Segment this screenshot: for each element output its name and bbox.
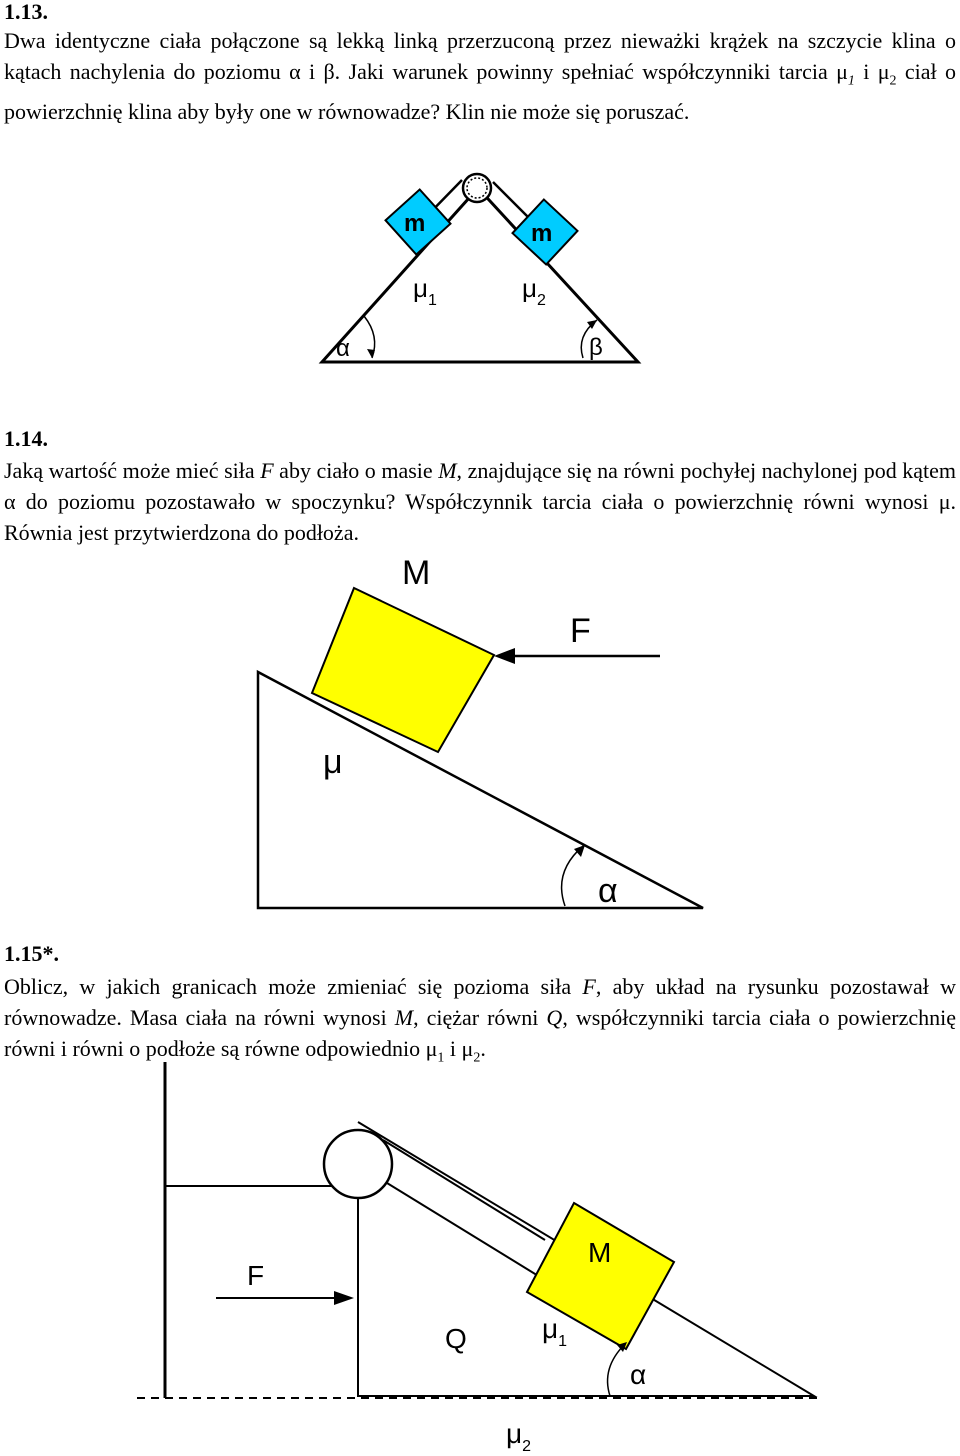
mu1-label: $\mu_1$ [542, 1313, 568, 1350]
pulley [324, 1130, 392, 1198]
rope-incline-bottom [374, 1175, 540, 1277]
mu1-label: $\mu_1$ [413, 273, 437, 309]
wedge-Q-label: Q [445, 1323, 467, 1354]
force-F-label: F [570, 612, 591, 650]
problem-number-1-14: 1.14. [4, 426, 48, 451]
problem-text-1-14: Jaką wartość może mieć siła F aby ciało o masie M, znajdujące się na równi pochyłej nachylonej pod kątem α do poziomu pozostawało w spoczynku? Współczynnik tarcia ciała o powierzchnię równi wynosi μ. Równia jest przytwierdzona do podłoża. [4, 458, 956, 545]
alpha-label: α [630, 1359, 647, 1390]
block-M-label: M [402, 554, 431, 592]
rope-incline-top [383, 1140, 545, 1240]
force-F-arrowhead [334, 1291, 354, 1305]
mu-label: μ [323, 743, 343, 781]
block-right-label: m [531, 220, 553, 247]
alpha-label: α [598, 872, 618, 910]
problem-number-1-13: 1.13. [4, 0, 48, 24]
problem-text-1-15: Oblicz, w jakich granicach może zmieniać się pozioma siła F, aby układ na rysunku pozostawał w równowadze. Masa ciała na równi wynosi M, ciężar równi Q, współczynniki tarcia ciała o powierzchnię równi i równi o podłoże są równe odpowiednio $\mu_1$ i $\mu_2$. [4, 974, 957, 1066]
mu2-label: $\mu_2$ [506, 1418, 532, 1455]
block-M-label: M [588, 1237, 612, 1268]
mu2-label: $\mu_2$ [522, 273, 546, 309]
beta-label: β [589, 334, 603, 361]
block-left-label: m [404, 210, 426, 237]
alpha-arc [608, 1344, 625, 1396]
problem-number-1-15: 1.15*. [4, 941, 59, 966]
force-F-label: F [247, 1260, 265, 1291]
alpha-label: α [336, 335, 350, 362]
problem-text-1-13: Dwa identyczne ciała połączone są lekką linką przerzuconą przez nieważki krążek na szczycie klina o kątach nachylenia do poziomu α i β. Jaki warunek powinny spełniać współczynniki tarcia $\mu_1$ i $\mu_2$ ciał o powierzchnię klina aby były one w równowadze? Klin nie może się poruszać. [4, 28, 956, 125]
